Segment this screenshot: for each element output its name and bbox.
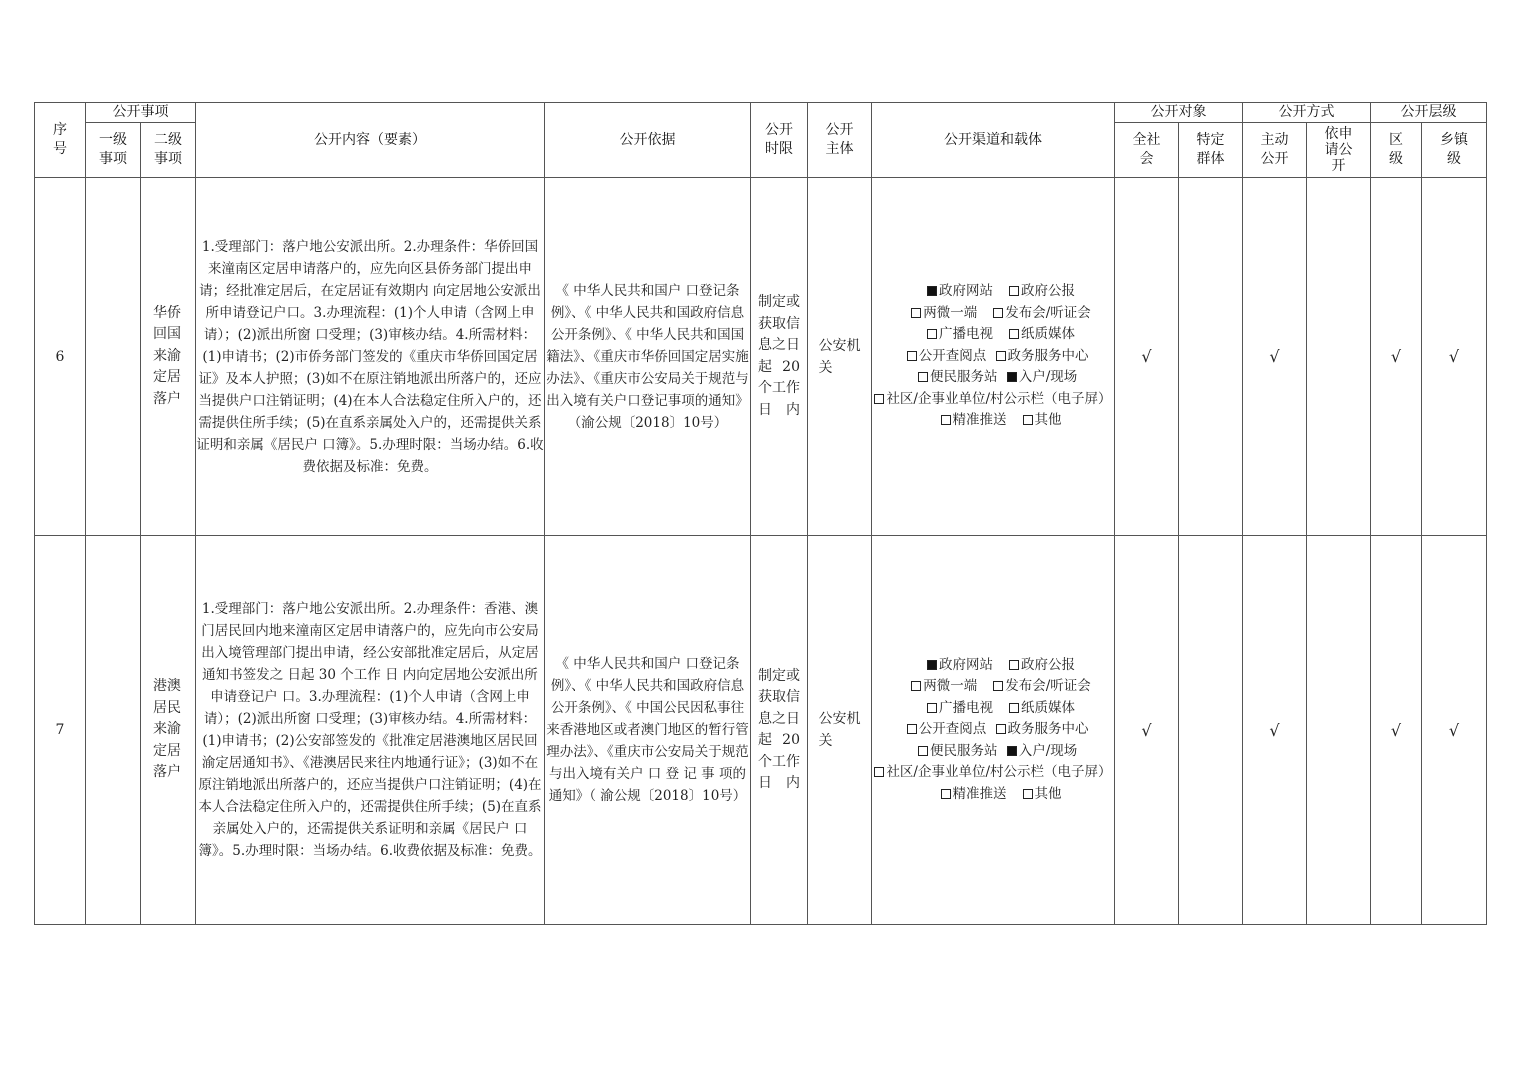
- channel-item: 社区/企事业单位/村公示栏（电子屏）: [874, 391, 1111, 407]
- checkbox-icon: [996, 351, 1006, 361]
- channel-item: 公开查阅点: [898, 719, 996, 741]
- header-on-request: 依申 请公 开: [1307, 123, 1371, 178]
- checkbox-icon: [993, 681, 1003, 691]
- channel-item: 其他: [1023, 410, 1062, 432]
- row-level1: [86, 178, 141, 536]
- row-time-limit: 制定或获取信息之日起20个工作日内: [751, 536, 808, 925]
- channel-item: 纸质媒体: [1009, 698, 1075, 720]
- header-level1: 一级 事项: [86, 123, 141, 178]
- channel-item: 政府公报: [1009, 281, 1075, 303]
- checkbox-icon: [911, 308, 921, 318]
- checkbox-icon: [1009, 703, 1019, 713]
- checkbox-icon: [918, 372, 928, 382]
- checkbox-icon: [918, 746, 928, 756]
- row-channels: [872, 536, 1115, 925]
- channel-item: 政府网站: [911, 281, 1009, 303]
- row-content: 1.受理部门：落户地公安派出所。2.办理条件：香港、澳门居民回内地来潼南区定居申请落户的，应先向市公安局出入境管理部门提出申请，经公安部批准定居后，从定居通知书签发之 日起 30 个工作 日 内向定居地公安派出所申请登记户 口。3.办理流程：(1)个人申请（含网上申请）；(2)派出所窗 口受理；(3)审核办结。4.所需材料：(1)申请书；(2)公安部签发的《批准定居港澳地区居民回渝定居通知书》、《港澳居民来往内地通行证》；(3)如不在原注销地派出所落户的，还应当提供户口注销证明；(4)在本人合法稳定住所入户的，还需提供住所手续；(5)在直系亲属处入户的，还需提供关系证明和亲属《居民户 口簿》。5.办理时限：当场办结。6.收费依据及标准：免费。: [196, 536, 545, 925]
- channel-item: 政府公报: [1009, 655, 1075, 677]
- row-level1: [86, 536, 141, 925]
- row-content: 1.受理部门：落户地公安派出所。2.办理条件：华侨回国来潼南区定居申请落户的，应先向区县侨务部门提出申请；经批准定居后，在定居证有效期内 向定居地公安派出所申请登记户口。3.办理流程：(1)个人申请（含网上申请）；(2)派出所窗 口受理；(3)审核办结。4.所需材料：(1)申请书；(2)市侨务部门签发的《重庆市华侨回国定居证》及本人护照；(3)如不在原注销地派出所落户的，还应当提供户口注销证明；(4)在本人合法稳定住所入户的，还需提供住所手续；(5)在直系亲属处入户的，还需提供关系证明和亲属《居民户 口簿》。5.办理时限：当场办结。6.收费依据及标准：免费。: [196, 178, 545, 536]
- header-time-limit: 公开 时限: [751, 103, 808, 178]
- header-active: 主动 公开: [1243, 123, 1307, 178]
- channel-item: 两微一端: [895, 676, 993, 698]
- checkbox-icon: [1007, 746, 1017, 756]
- row-district: √: [1371, 536, 1422, 925]
- header-items-group: 公开事项: [86, 103, 196, 123]
- channel-item: 精准推送: [925, 784, 1023, 806]
- checkbox-icon: [1007, 372, 1017, 382]
- channel-item: 发布会/听证会: [993, 676, 1091, 698]
- checkbox-icon: [996, 724, 1006, 734]
- checkbox-icon: [1009, 329, 1019, 339]
- row-active: √: [1243, 178, 1307, 536]
- disclosure-table: [34, 102, 1487, 925]
- checkbox-icon: [874, 767, 884, 777]
- checkbox-icon: [1009, 286, 1019, 296]
- channel-item: 政务服务中心: [996, 719, 1089, 741]
- checkbox-icon: [874, 394, 884, 404]
- channel-item: 入户/现场: [1007, 367, 1078, 389]
- row-seq: 7: [35, 536, 86, 925]
- row-basis: 《 中华人民共和国户 口登记条例》、《 中华人民共和国政府信息公开条例》、《 中华人民共和国国籍法》、《重庆市华侨回国定居实施办法》、《重庆市公安局关于规范与出入境有关户口登记事项的通知》（渝公规〔2018〕10号）: [545, 178, 751, 536]
- row-specific-group: [1179, 536, 1243, 925]
- row-time-limit: 制定或获取信息之日起20个工作日内: [751, 178, 808, 536]
- row-level2: 华侨回国来渝定居落户: [141, 178, 196, 536]
- channel-item: 便民服务站: [909, 367, 1007, 389]
- channel-item: 广播电视: [911, 324, 1009, 346]
- header-content: 公开内容（要素）: [196, 103, 545, 178]
- checkbox-icon: [927, 660, 937, 670]
- channel-item: 便民服务站: [909, 741, 1007, 763]
- channel-item: 两微一端: [895, 303, 993, 325]
- channel-item: 精准推送: [925, 410, 1023, 432]
- row-all-society: √: [1115, 178, 1179, 536]
- row-subject: 公安机关: [808, 536, 872, 925]
- checkbox-icon: [911, 681, 921, 691]
- row-on-request: [1307, 178, 1371, 536]
- row-active: √: [1243, 536, 1307, 925]
- channel-item: 发布会/听证会: [993, 303, 1091, 325]
- header-seq: 序 号: [35, 103, 86, 178]
- channel-item: 纸质媒体: [1009, 324, 1075, 346]
- checkbox-icon: [927, 703, 937, 713]
- header-subject: 公开 主体: [808, 103, 872, 178]
- checkbox-icon: [993, 308, 1003, 318]
- channel-item: 其他: [1023, 784, 1062, 806]
- row-all-society: √: [1115, 536, 1179, 925]
- header-level2: 二级 事项: [141, 123, 196, 178]
- channel-item: 政务服务中心: [996, 346, 1089, 368]
- header-method-group: 公开方式: [1243, 103, 1371, 123]
- row-subject: 公安机关: [808, 178, 872, 536]
- header-basis: 公开依据: [545, 103, 751, 178]
- channel-item: 入户/现场: [1007, 741, 1078, 763]
- row-township: √: [1422, 178, 1487, 536]
- header-specific-group: 特定 群体: [1179, 123, 1243, 178]
- row-level2: 港澳居民来渝定居落户: [141, 536, 196, 925]
- channel-item: 公开查阅点: [898, 346, 996, 368]
- row-basis: 《 中华人民共和国户 口登记条例》、《 中华人民共和国政府信息公开条例》、《 中国公民因私事往来香港地区或者澳门地区的暂行管理办法》、《重庆市公安局关于规范与出入境有关户 口 登 记 事 项的 通知》（ 渝公规〔2018〕10号）: [545, 536, 751, 925]
- header-object-group: 公开对象: [1115, 103, 1243, 123]
- checkbox-icon: [907, 724, 917, 734]
- header-district: 区 级: [1371, 123, 1422, 178]
- table-row: [35, 536, 1487, 925]
- checkbox-icon: [1023, 789, 1033, 799]
- channel-item: 广播电视: [911, 698, 1009, 720]
- table-row: [35, 178, 1487, 536]
- header-level-group: 公开层级: [1371, 103, 1487, 123]
- checkbox-icon: [941, 415, 951, 425]
- row-specific-group: [1179, 178, 1243, 536]
- row-on-request: [1307, 536, 1371, 925]
- header-channel: 公开渠道和载体: [872, 103, 1115, 178]
- checkbox-icon: [941, 789, 951, 799]
- checkbox-icon: [927, 286, 937, 296]
- row-township: √: [1422, 536, 1487, 925]
- row-channels: [872, 178, 1115, 536]
- checkbox-icon: [1009, 660, 1019, 670]
- channel-item: 社区/企事业单位/村公示栏（电子屏）: [874, 764, 1111, 780]
- channel-item: 政府网站: [911, 655, 1009, 677]
- checkbox-icon: [927, 329, 937, 339]
- header-all-society: 全社 会: [1115, 123, 1179, 178]
- row-seq: 6: [35, 178, 86, 536]
- header-township: 乡镇 级: [1422, 123, 1487, 178]
- checkbox-icon: [1023, 415, 1033, 425]
- checkbox-icon: [907, 351, 917, 361]
- row-district: √: [1371, 178, 1422, 536]
